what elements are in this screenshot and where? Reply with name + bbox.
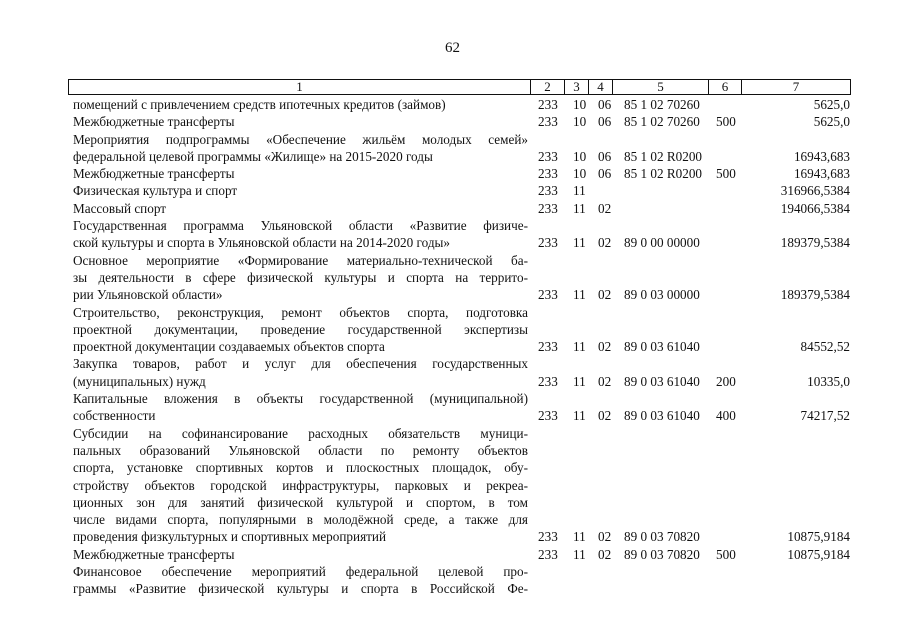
table-row: [0, 252, 905, 269]
row-description: федеральной целевой программы «Жилище» на 2015-2020 годы: [73, 148, 433, 164]
row-code-ministry: 233: [538, 529, 558, 545]
table-row: [0, 286, 905, 303]
row-code-section: 11: [573, 183, 586, 199]
row-description: числе видами спорта, популярными в молодёжной среде, а также для: [73, 512, 528, 528]
row-code-ministry: 233: [538, 546, 558, 562]
row-description: помещений с привлечением средств ипотечных кредитов (займов): [73, 97, 446, 112]
table-row: [0, 131, 905, 148]
header-col-5: 5: [657, 79, 664, 94]
table-row: [0, 304, 905, 321]
table-row: [0, 425, 905, 442]
row-code-section: 11: [573, 373, 586, 389]
row-code-section: 10: [573, 114, 587, 130]
row-description: проектной документации создаваемых объектов спорта: [73, 339, 385, 355]
row-description: Закупка товаров, работ и услуг для обеспечения государственных: [73, 356, 528, 372]
table-row: [0, 528, 905, 545]
table-row: [0, 113, 905, 130]
row-code-section: 11: [573, 287, 586, 303]
row-description: ской культуры и спорта в Ульяновской области на 2014-2020 годы»: [73, 235, 451, 251]
row-code-subsection: 06: [598, 166, 612, 182]
row-amount: 5625,0: [813, 114, 850, 130]
table-row: [0, 269, 905, 286]
header-col-1: 1: [296, 79, 303, 94]
row-amount: 189379,5384: [780, 287, 850, 303]
row-code-target: 85 1 02 70260: [624, 97, 700, 112]
row-code-section: 11: [573, 408, 586, 424]
table-row: [0, 234, 905, 251]
row-description: Межбюджетные трансферты: [73, 546, 235, 562]
row-description: пальных образований Ульяновской области по ремонту объектов: [73, 442, 528, 458]
header-col-7: 7: [792, 79, 800, 94]
table-row: [0, 390, 905, 407]
row-code-ministry: 233: [538, 97, 558, 112]
row-code-target: 85 1 02 R0200: [624, 166, 703, 182]
row-code-expense-type: 500: [716, 546, 736, 562]
table-row: [0, 355, 905, 372]
table-row: [0, 373, 905, 390]
row-code-subsection: 02: [598, 408, 612, 424]
row-code-target: 85 1 02 70260: [624, 114, 700, 130]
row-description: Строительство, реконструкция, ремонт объектов спорта, подготовка: [73, 304, 528, 320]
row-code-target: 89 0 03 70820: [624, 546, 700, 562]
budget-table-body: [0, 96, 905, 598]
row-description: Межбюджетные трансферты: [73, 166, 235, 182]
table-row: [0, 165, 905, 182]
row-amount: 16943,683: [793, 166, 850, 182]
row-code-ministry: 233: [538, 148, 558, 164]
row-code-target: 89 0 03 00000: [624, 287, 700, 303]
row-description: Капитальные вложения в объекты государственной (муниципальной): [73, 391, 528, 407]
row-code-target: 89 0 00 00000: [624, 235, 700, 251]
row-code-section: 11: [573, 339, 586, 355]
page-number: 62: [445, 40, 460, 56]
table-row: [0, 96, 905, 113]
row-code-section: 11: [573, 529, 586, 545]
row-amount: 316966,5384: [780, 183, 850, 199]
row-description: собственности: [73, 408, 156, 424]
row-code-subsection: 02: [598, 235, 612, 251]
row-amount: 84552,52: [800, 339, 850, 355]
table-row: [0, 459, 905, 476]
row-amount: 16943,683: [793, 148, 850, 164]
row-description: Межбюджетные трансферты: [73, 114, 235, 130]
row-amount: 10875,9184: [787, 546, 850, 562]
row-code-ministry: 233: [538, 183, 558, 199]
row-code-target: 89 0 03 61040: [624, 339, 700, 355]
row-description: зы деятельности в сфере физической культуры и спорта на террито-: [73, 269, 528, 285]
row-code-expense-type: 500: [716, 114, 736, 130]
row-description: граммы «Развитие физической культуры и спорта в Российской Фе-: [73, 581, 528, 597]
row-code-subsection: 06: [598, 97, 612, 112]
row-description: Массовый спорт: [73, 200, 167, 216]
header-col-4: 4: [597, 79, 604, 94]
row-description: Финансовое обеспечение мероприятий федеральной целевой про-: [73, 564, 528, 580]
row-code-section: 10: [573, 97, 587, 112]
row-description: проведения физкультурных и спортивных мероприятий: [73, 529, 387, 545]
header-col-3: 3: [573, 79, 580, 94]
row-code-ministry: 233: [538, 114, 558, 130]
row-description: Основное мероприятие «Формирование материально-технической ба-: [73, 252, 528, 268]
row-code-expense-type: 200: [716, 373, 736, 389]
table-row: [0, 494, 905, 511]
table-row: [0, 546, 905, 563]
table-header-row: [68, 79, 851, 95]
row-code-ministry: 233: [538, 373, 558, 389]
table-row: [0, 511, 905, 528]
row-code-target: 89 0 03 61040: [624, 373, 700, 389]
row-amount: 5625,0: [813, 97, 850, 112]
table-row: [0, 321, 905, 338]
row-code-ministry: 233: [538, 235, 558, 251]
row-code-ministry: 233: [538, 339, 558, 355]
row-code-section: 11: [573, 546, 586, 562]
row-code-expense-type: 500: [716, 166, 736, 182]
row-description: стройству объектов городской инфраструктуры, парковых и рекреа-: [73, 477, 528, 493]
row-code-subsection: 06: [598, 114, 612, 130]
row-amount: 74217,52: [800, 408, 850, 424]
row-code-subsection: 02: [598, 529, 612, 545]
table-row: [0, 580, 905, 597]
row-code-section: 10: [573, 166, 587, 182]
row-code-ministry: 233: [538, 287, 558, 303]
row-code-target: 85 1 02 R0200: [624, 148, 703, 164]
row-amount: 194066,5384: [780, 200, 850, 216]
row-code-subsection: 02: [598, 287, 612, 303]
table-row: [0, 148, 905, 165]
row-code-ministry: 233: [538, 408, 558, 424]
header-col-6: 6: [721, 79, 729, 94]
row-amount: 10875,9184: [787, 529, 850, 545]
row-code-target: 89 0 03 61040: [624, 408, 700, 424]
row-code-subsection: 06: [598, 148, 612, 164]
row-code-target: 89 0 03 70820: [624, 529, 700, 545]
row-code-section: 10: [573, 148, 587, 164]
row-description: Государственная программа Ульяновской области «Развитие физиче-: [73, 218, 528, 234]
row-description: (муниципальных) нужд: [73, 373, 206, 389]
table-row: [0, 477, 905, 494]
table-row: [0, 182, 905, 199]
row-description: спорта, установке спортивных кортов и плоскостных площадок, обу-: [73, 460, 528, 476]
row-code-section: 11: [573, 235, 586, 251]
table-row: [0, 217, 905, 234]
row-description: ционных зон для занятий физической культурой и спортом, в том: [73, 494, 528, 510]
row-code-subsection: 02: [598, 339, 612, 355]
row-code-ministry: 233: [538, 166, 558, 182]
row-description: рии Ульяновской области»: [73, 287, 223, 303]
header-col-2: 2: [544, 79, 551, 94]
row-description: проектной документации, проведение государственной экспертизы: [73, 321, 528, 337]
row-description: Мероприятия подпрограммы «Обеспечение жильём молодых семей»: [73, 131, 528, 147]
row-amount: 189379,5384: [780, 235, 850, 251]
row-amount: 10335,0: [807, 373, 850, 389]
table-row: [0, 200, 905, 217]
row-code-ministry: 233: [538, 200, 558, 216]
table-row: [0, 338, 905, 355]
row-description: Субсидии на софинансирование расходных обязательств муници-: [73, 425, 528, 441]
row-code-expense-type: 400: [716, 408, 736, 424]
table-row: [0, 442, 905, 459]
table-row: [0, 563, 905, 580]
row-description: Физическая культура и спорт: [73, 183, 238, 199]
row-code-subsection: 02: [598, 546, 612, 562]
table-row: [0, 407, 905, 424]
row-code-section: 11: [573, 200, 586, 216]
row-code-subsection: 02: [598, 200, 612, 216]
row-code-subsection: 02: [598, 373, 612, 389]
